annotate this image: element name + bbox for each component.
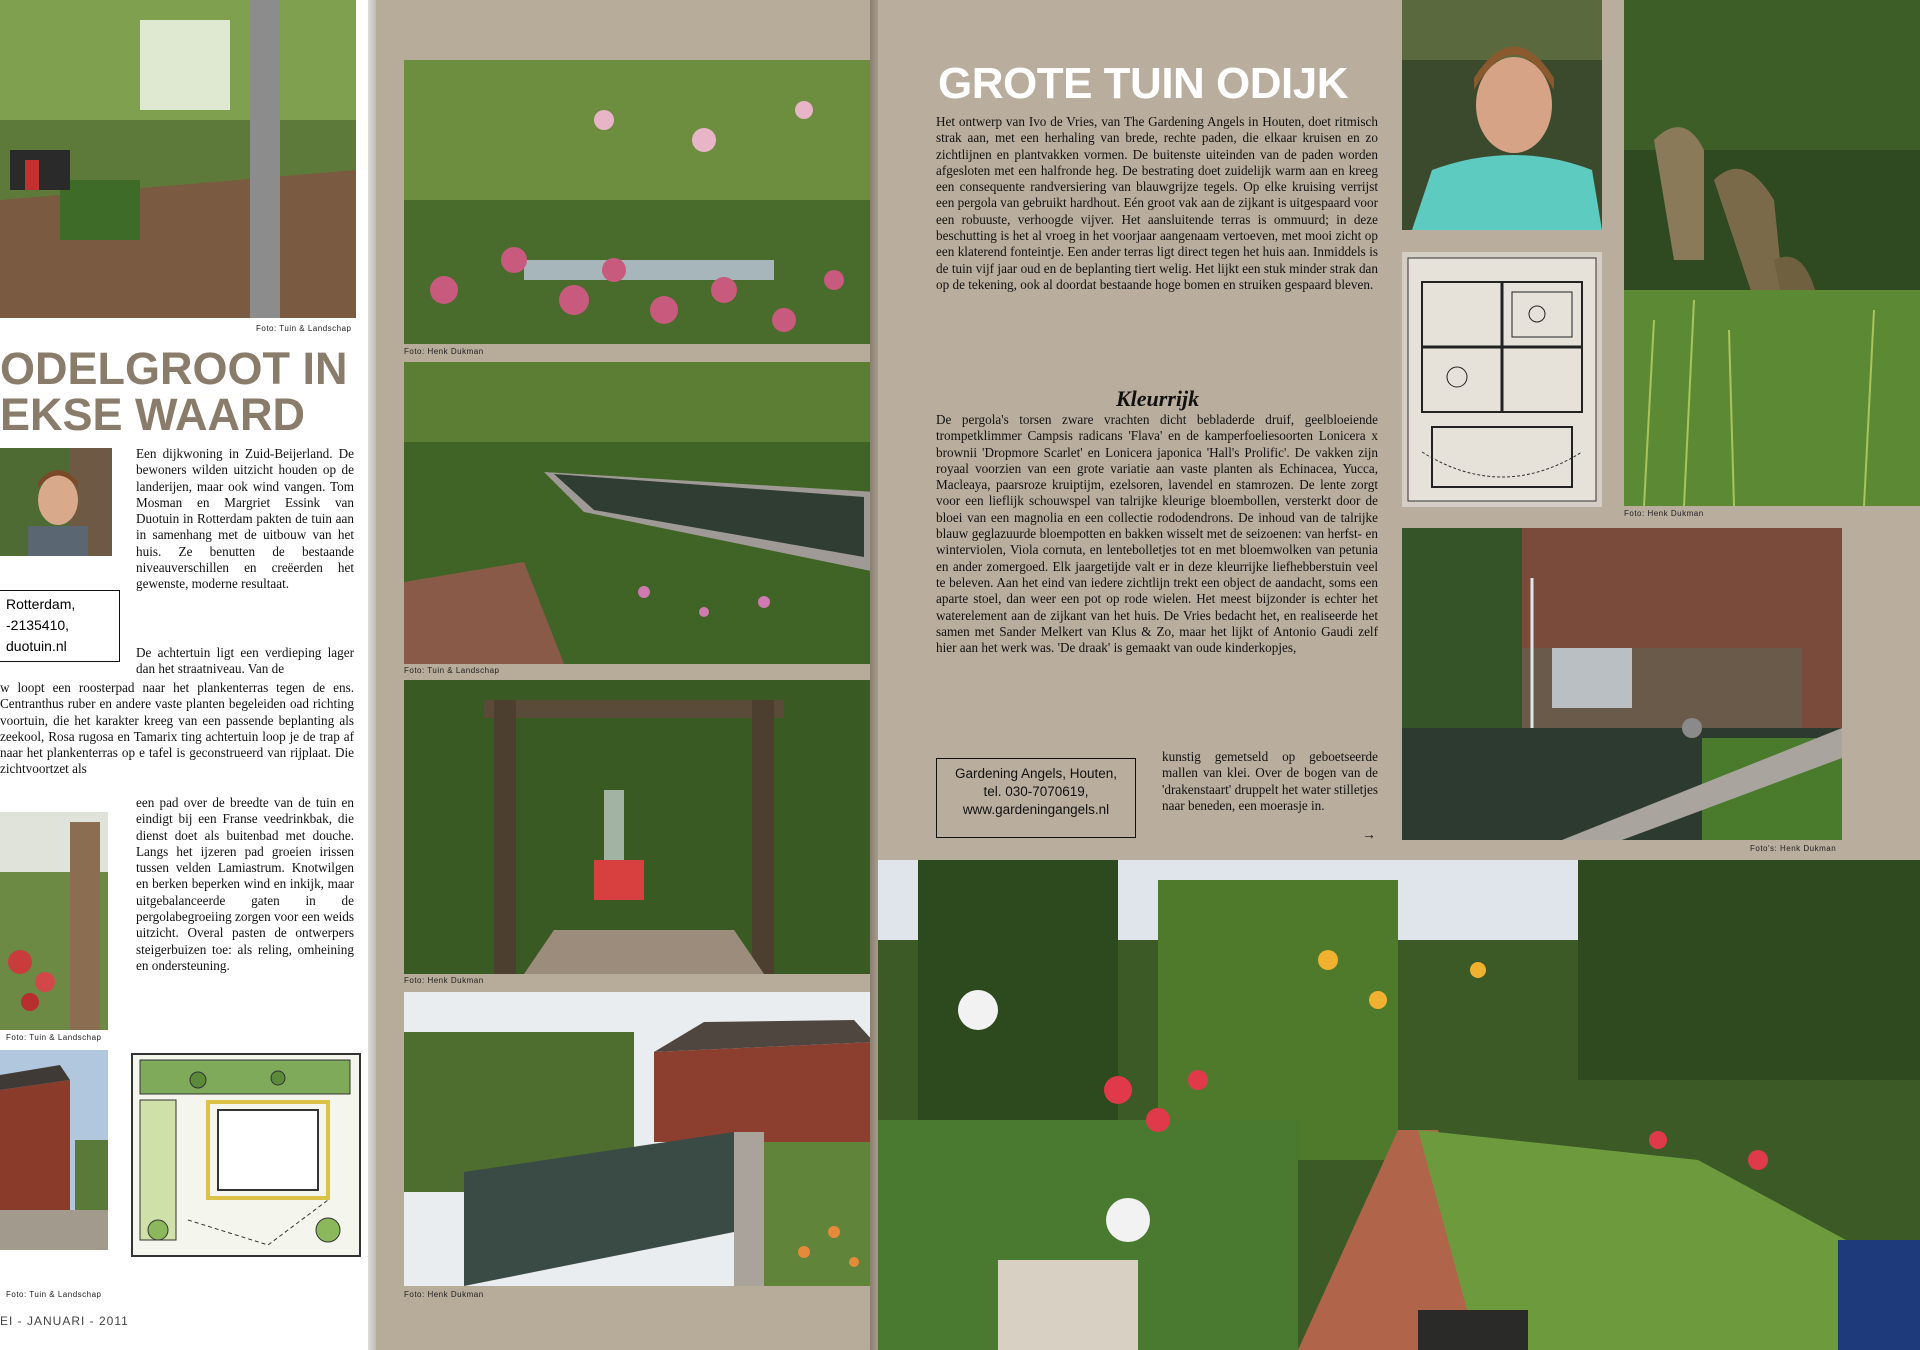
middle-page bbox=[376, 0, 878, 1350]
photo-house-exterior bbox=[0, 1050, 108, 1250]
continue-arrow: → bbox=[1362, 828, 1376, 843]
garden-design-drawing bbox=[1402, 252, 1602, 507]
contact-infobox bbox=[936, 758, 1136, 838]
contact-line: -2135410, bbox=[6, 617, 70, 633]
contact-line: duotuin.nl bbox=[6, 638, 67, 654]
photo-credit: Foto: Tuin & Landschap bbox=[6, 1033, 102, 1042]
contact-line: Rotterdam, bbox=[6, 596, 76, 612]
photo-long-pond-house bbox=[404, 992, 876, 1286]
photo-pergola-fountain bbox=[404, 680, 876, 974]
photo-credit: Foto: Henk Dukman bbox=[1624, 509, 1704, 518]
left-para3: w loopt een roosterpad naar het plankenterras tegen de ens. Centranthus ruber en andere vaste planten begeleiden oad richting voortuin, die het karakter kreeg van een passende beplanting als zeekool, Rosa rugosa en Tamarix ting achtertuin loop je de trap af naar het plankenterras op e tafel is geconstrueerd van rijplaat. Die zichtvoortzet als bbox=[0, 680, 354, 777]
photo-dragon-water-feature bbox=[1624, 0, 1920, 506]
photo-credit: Foto: Tuin & Landschap bbox=[404, 666, 500, 675]
infobox-line: Gardening Angels, Houten, bbox=[954, 766, 1118, 781]
left-page bbox=[0, 0, 376, 1350]
section-subhead: Kleurrijk bbox=[1116, 386, 1200, 411]
right-page bbox=[878, 0, 1920, 1350]
photo-credit: Foto: Henk Dukman bbox=[404, 347, 484, 356]
photo-credit: Foto: Tuin & Landschap bbox=[256, 324, 352, 333]
photo-credit: Foto: Tuin & Landschap bbox=[6, 1290, 102, 1299]
photo-main-garden-pergola bbox=[878, 860, 1920, 1350]
article-headline-line2: EKSE WAARD bbox=[0, 389, 306, 440]
page-folio: EI - JANUARI - 2011 bbox=[0, 1314, 129, 1328]
infobox-line: tel. 030-7070619, bbox=[983, 784, 1089, 799]
photo-credit: Foto: Henk Dukman bbox=[404, 1290, 484, 1299]
photo-raised-pond bbox=[404, 362, 876, 664]
article-title: GROTE TUIN ODIJK bbox=[938, 59, 1349, 108]
photo-pergola-terrace bbox=[0, 0, 356, 318]
infobox-line: www.gardeningangels.nl bbox=[962, 802, 1110, 817]
left-intro-text: Een dijkwoning in Zuid-Beijerland. De bewoners wilden uitzicht houden op de landerijen, maar ook wind vangen. Tom Mosman en Margriet Essink van Duotuin in Rotterdam pakten de tuin aan in samenhang met de uitbouw van het huis. Ze benutten de bestaande niveauverschillen en creëerden het gewenste, moderne resultaat. bbox=[136, 446, 354, 592]
portrait-designer-photo bbox=[0, 448, 112, 556]
left-para4: een pad over de breedte van de tuin en eindigt bij een Franse veedrinkbak, die dienst doet als buitenbad met douche. Langs het ijzeren pad groeien irissen tussen velden Lamiastrum. Knotwilgen en berken beperken wind en inkijk, maar uitgebalanceerde gaten in de pergolabegroeiing zorgen voor een weids uitzicht. Overal pasten de ontwerpers steigerbuizen toe: als reling, omheining en ondersteuning. bbox=[136, 795, 354, 973]
photo-garden-flowers bbox=[0, 812, 108, 1030]
article-headline-line1: ODELGROOT IN bbox=[0, 343, 348, 394]
garden-plan-drawing bbox=[128, 1050, 364, 1260]
photo-credit: Foto's: Henk Dukman bbox=[1750, 844, 1837, 853]
left-para2: De achtertuin ligt een verdieping lager dan het straatniveau. Van de bbox=[136, 645, 354, 677]
right-para2: De pergola's torsen zware vrachten dicht bebladerde druif, geelbloeiende trompetklimmer Campsis radicans 'Flava' en de kamperfoeliesoorten Lonicera x brownii 'Dropmore Scarlet' en Lonicera japonica 'Hall's Prolific'. De vakken zijn royaal voorzien van een grote variatie aan vaste planten als Echinacea, Yucca, Macleaya, paarsroze kruiptijm, ezelsoren, lavendel en stamrozen. De lente zorgt voor een lieflijk schouwspel van talrijke kleurige bloembollen, versterkt door de bloei van een magnolia en een collectie rododendrons. De inhoud van de talrijke blauw geglazuurde bloempotten en bakken wisselt met de seizoenen: van herfst- en winterviolen, Viola cornuta, en lentebolletjes tot en met bloemwolken van petunia en ander zomergoed. Elk jaargetijde valt er in deze kleurrijke liefhebberstuin veel te beleven. Aan het eind van iedere zichtlijn trekt een object de aandacht, soms een aparte stoel, dan weer een pot op rode wielen. Het meest bijzonder is echter het waterelement aan de zijkant van het huis. De Vries bedacht het, en realiseerde het samen met Sander Melkert van Klus & Zo, maar het lijkt of Antonio Gaudi zelf hier aan het werk was. 'De draak' is gemaakt van oude kinderkopjes, bbox=[936, 412, 1378, 656]
left-contact-box bbox=[0, 590, 120, 662]
right-para3: kunstig gemetseld op geboetseerde mallen van klei. Over de bogen van de 'drakenstaart' druppelt het water stilletjes naar beneden, een moerasje in. bbox=[1162, 749, 1378, 813]
photo-credit: Foto: Henk Dukman bbox=[404, 976, 484, 985]
portrait-ivo-de-vries bbox=[1402, 0, 1602, 230]
photo-echinacea-border bbox=[404, 60, 876, 344]
right-para1: Het ontwerp van Ivo de Vries, van The Gardening Angels in Houten, doet ritmisch strak aan, met een herhaling van brede, rechte paden, die elkaar kruisen en zo zichtlijnen en plantvakken vormen. De buitenste uiteinden van de paden worden afgesloten met een halfronde heg. De bestrating doet zuidelijk warm aan en kreeg een consequente randversiering van blauwgrijze tegels. Op elke kruising verrijst een pergola van gebruikt hardhout. Eén groot vak aan de zijkant is uitgespaard voor een robuuste, verhoogde vijver. Het aansluitende terras is ommuurd; in deze beschutting is het al vroeg in het voorjaar aangenaam vertoeven, met mooi zicht op een klaterend fonteintje. Een ander terras ligt direct tegen het huis aan. Inmiddels is de tuin vijf jaar oud en de beplanting tiert welig. Het lijkt een stuk minder strak dan op de tekening, ook al doordat bestaande hoge bomen en struiken gespaard bleven. bbox=[936, 114, 1378, 292]
photo-walled-terrace-fountain bbox=[1402, 528, 1842, 840]
